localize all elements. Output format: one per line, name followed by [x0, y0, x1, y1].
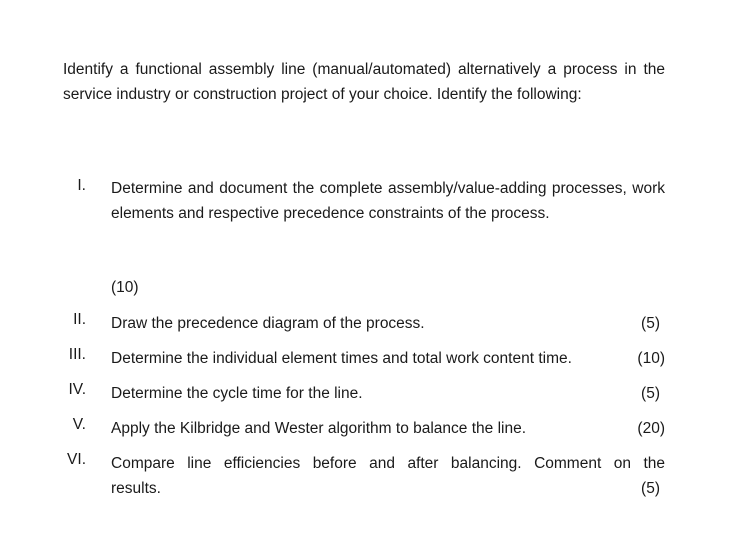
item-numeral: VI.	[67, 451, 86, 468]
item-marks: (5)	[641, 385, 660, 402]
item-numeral: III.	[68, 346, 86, 363]
item-text-line: results.	[111, 480, 161, 497]
item-row	[111, 346, 665, 371]
item-text: Draw the precedence diagram of the process.	[111, 315, 425, 332]
item-marks: (10)	[637, 350, 665, 367]
item-block	[111, 451, 665, 501]
item-text: Determine and document the complete assembly/value-adding processes, work elements and respective precedence constraints of the process.	[111, 180, 665, 222]
item-numeral: II.	[73, 311, 86, 328]
item-text: Determine the cycle time for the line.	[111, 385, 363, 402]
item-text: Apply the Kilbridge and Wester algorithm to balance the line.	[111, 420, 527, 437]
item-row	[111, 381, 660, 406]
item-marks: (20)	[637, 420, 665, 437]
intro-paragraph: Identify a functional assembly line (manual/automated) alternatively a process in the service industry or construction project of your choice. Identify the following:	[63, 61, 665, 103]
item-row	[111, 311, 660, 336]
item-marks: (10)	[111, 279, 139, 296]
item-marks: (5)	[641, 315, 660, 332]
item-marks: (5)	[641, 480, 660, 497]
item-text-line: Compare line efficiencies before and after balancing. Comment on the	[111, 455, 665, 472]
item-row	[111, 476, 660, 501]
item-numeral: V.	[72, 416, 86, 433]
item-row	[111, 416, 665, 441]
item-text: Determine the individual element times and total work content time.	[111, 350, 572, 367]
item-numeral: I.	[77, 177, 86, 194]
item-numeral: IV.	[68, 381, 86, 398]
